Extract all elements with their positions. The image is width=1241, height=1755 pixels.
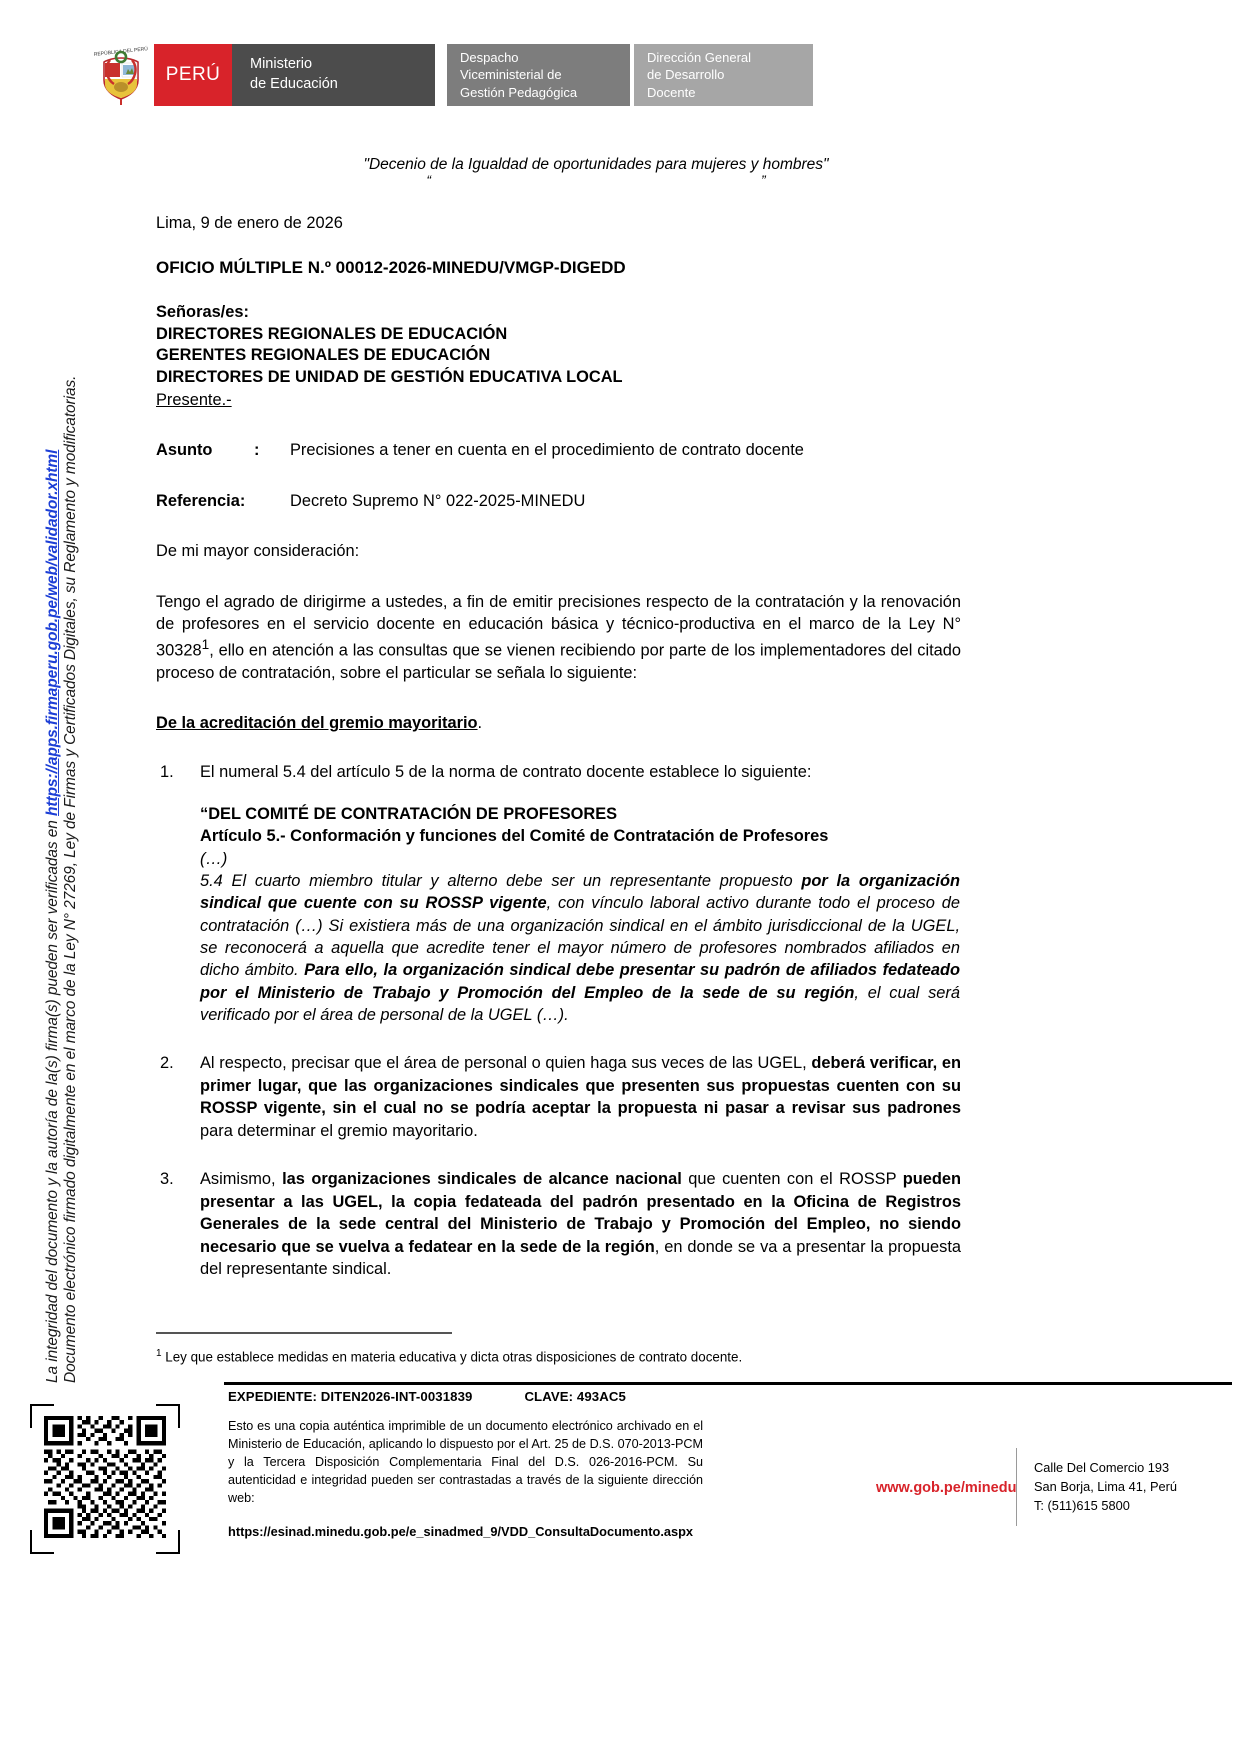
address-line-2: San Borja, Lima 41, Perú (1034, 1479, 1177, 1495)
footnote-1 (156, 1348, 956, 1364)
list-item-3-c: que cuenten con el ROSSP (681, 1170, 903, 1189)
list-item-3-a: Asimismo, (200, 1170, 283, 1189)
quote-54-c: , con vínculo laboral activo durante todo el proceso de contratación (…) Si existiera más de una organización sindical en el ámbito jurisdiccional de la UGEL, se reconocerá a aquella que acredite tener el mayor número de profesores nombrados afiliados en dicho ámbito. (200, 894, 960, 980)
signature-legal-line-1: Documento electrónico firmado digitalmente en el marco de la Ley N° 27269, Ley de Firmas y Certificados Digitales, su Reglamento y modificatorias. (62, 375, 79, 1383)
quote-54-a: 5.4 El cuarto miembro titular y alterno debe ser un representante propuesto (200, 872, 802, 891)
qr-code-area (30, 1404, 180, 1554)
section-heading-row (156, 712, 961, 734)
asunto-row (156, 439, 961, 461)
direccion-line-1: Dirección General (647, 50, 752, 66)
quote-54-d: Para ello, la organización sindical debe presentar su padrón de afiliados fedateado por el Ministerio de Trabajo y Promoción del Empleo de la sede de su región (200, 961, 960, 1002)
greeting: De mi mayor consideración: (156, 542, 360, 561)
despacho-line-2: Viceministerial de (460, 67, 562, 83)
expediente-row (228, 1389, 626, 1404)
asunto-value: Precisiones a tener en cuenta en el procedimiento de contrato docente (290, 441, 804, 460)
list-item-1-text: El numeral 5.4 del artículo 5 de la norma de contrato docente establece lo siguiente: (200, 762, 812, 781)
list-item-3-b: las organizaciones sindicales de alcance nacional (282, 1170, 682, 1189)
decennial-open-quote: “ (426, 172, 431, 188)
direccion-line-2: de Desarrollo (647, 67, 725, 83)
addressee-3: DIRECTORES DE UNIDAD DE GESTIÓN EDUCATIVA LOCAL (156, 368, 623, 387)
ministry-block (232, 44, 435, 106)
footnote-marker: 1 (156, 1348, 162, 1359)
quote-paragraph-54 (200, 870, 960, 1026)
oficio-number: OFICIO MÚLTIPLE N.º 00012-2026-MINEDU/VMGP-DIGEDD (156, 258, 626, 278)
decennial-close-quote: ” (761, 172, 766, 188)
despacho-line-1: Despacho (460, 50, 519, 66)
peru-label: PERÚ (165, 64, 221, 85)
quoted-norm-block (200, 803, 960, 1026)
list-item-2-b: deberá verificar, en primer lugar, que las organizaciones sindicales que presenten sus propuestas cuenten con su ROSSP vigente, sin el cual no se podría aceptar la propuesta ni pasar a revisar sus padrones (200, 1054, 962, 1118)
list-item-1-number: 1. (160, 762, 174, 781)
decennial-text: "Decenio de la Igualdad de oportunidades para mujeres y hombres" (363, 156, 829, 173)
intro-part-2: , ello en atención a las consultas que se vienen recibiendo por parte de los implementadores del citado proceso de contratación, sobre el particular se señala lo siguiente: (156, 641, 961, 682)
presente-label: Presente.- (156, 391, 232, 409)
gobpe-link[interactable]: www.gob.pe/minedu (876, 1480, 1017, 1496)
list-item-2 (156, 1052, 961, 1142)
list-item-2-number: 2. (160, 1054, 174, 1073)
intro-paragraph (156, 591, 961, 684)
list-item-3-text (200, 1168, 961, 1280)
intro-part-1: Tengo el agrado de dirigirme a ustedes, a fin de emitir precisiones respecto de la contratación y la renovación de profesores en el servicio docente en educación básica y técnico-productiva en el marco de la Ley N° 30328 (156, 592, 961, 660)
section-heading-period: . (477, 714, 483, 733)
authenticity-divider (224, 1382, 1232, 1385)
list-item-2-c: para determinar el gremio mayoritario. (200, 1121, 478, 1140)
intro-footnote-marker: 1 (201, 636, 210, 652)
list-item-3-number: 3. (160, 1170, 174, 1189)
footer-address (1034, 1458, 1177, 1516)
authenticity-text: Esto es una copia auténtica imprimible de un documento electrónico archivado en el Ministerio de Educación, aplicando lo dispuesto por el Art. 25 de D.S. 070-2013-PCM y la Tercera Disposición Complementaria Final del D.S. 026-2016-PCM. Su autenticidad e integridad pueden ser contrastadas a través de la siguiente dirección web: (228, 1419, 703, 1505)
asunto-colon: : (254, 441, 260, 460)
qr-code-icon (44, 1416, 166, 1538)
decennial-slogan (96, 156, 1096, 188)
footnote-text: Ley que establece medidas en materia educativa y dicta otras disposiciones de contrato docente. (161, 1349, 743, 1365)
addressee-1: DIRECTORES REGIONALES DE EDUCACIÓN (156, 324, 508, 343)
signature-legal-line-2-prefix: La integridad del documento y la autoría de la(s) firma(s) pueden ser verificadas en (44, 815, 61, 1383)
asunto-label: Asunto (156, 441, 213, 460)
referencia-row (156, 490, 961, 512)
list-item-3-e: , la copia fedateada del padrón presentado en la Oficina de Registros Generales de la sede central del Ministerio de Trabajo y Promoción del Empleo, no siendo necesario que se vuelva a fedatear en la sede de la región (200, 1192, 961, 1256)
despacho-block (447, 44, 630, 106)
direccion-general-block (634, 44, 813, 106)
list-item-3 (156, 1168, 961, 1280)
despacho-line-3: Gestión Pedagógica (460, 84, 578, 100)
quote-article: Artículo 5.- Conformación y funciones del Comité de Contratación de Profesores (200, 827, 829, 846)
document-body (156, 212, 961, 1281)
ministry-line-2: de Educación (250, 76, 338, 92)
list-item-2-text (200, 1052, 961, 1142)
signature-legal-line-2 (44, 450, 62, 1383)
salutation: Señoras/es: (156, 302, 249, 321)
quote-ellipsis: (…) (200, 849, 228, 868)
ministry-line-1: Ministerio (250, 56, 313, 73)
address-line-3: T: (511)615 5800 (1034, 1498, 1130, 1514)
peru-brand-block (154, 44, 232, 106)
quote-54-e: , el cual será verificado por el área de personal de la UGEL (…). (200, 983, 960, 1024)
validator-link[interactable]: https://apps.firmaperu.gob.pe/web/validador.xhtml (44, 449, 61, 816)
document-page (93, 0, 1241, 1755)
list-item-1 (156, 761, 961, 783)
footnote-divider (156, 1332, 452, 1334)
direccion-line-3: Docente (647, 84, 696, 100)
address-line-1: Calle Del Comercio 193 (1034, 1460, 1170, 1475)
svg-text:REPÚBLICA DEL PERÚ: REPÚBLICA DEL PERÚ (93, 46, 149, 58)
list-item-3-d: pueden presentar a las UGEL (200, 1170, 961, 1211)
addressee-2: GERENTES REGIONALES DE EDUCACIÓN (156, 346, 491, 365)
document-date: Lima, 9 de enero de 2026 (156, 214, 343, 232)
list-item-2-a: Al respecto, precisar que el área de personal o quien haga sus veces de las UGEL, (200, 1054, 812, 1073)
section-heading: De la acreditación del gremio mayoritario (156, 714, 478, 733)
peru-coat-of-arms-icon (88, 44, 154, 106)
referencia-label: Referencia: (156, 491, 246, 510)
quote-54-b: por la organización sindical que cuente con su ROSSP vigente (200, 872, 960, 913)
decennial-quote-row (96, 172, 1096, 188)
institutional-header (93, 44, 813, 106)
quote-title: “DEL COMITÉ DE CONTRATACIÓN DE PROFESORES (200, 805, 618, 824)
clave-value: CLAVE: 493AC5 (524, 1389, 626, 1404)
referencia-spacer (254, 490, 290, 512)
list-item-3-f: , en donde se va a presentar la propuesta del representante sindical. (200, 1237, 961, 1279)
expediente-value: EXPEDIENTE: DITEN2026-INT-0031839 (228, 1389, 473, 1404)
authenticity-url[interactable]: https://esinad.minedu.gob.pe/e_sinadmed_9/VDD_ConsultaDocumento.aspx (228, 1524, 694, 1539)
referencia-value: Decreto Supremo N° 022-2025-MINEDU (290, 491, 586, 510)
